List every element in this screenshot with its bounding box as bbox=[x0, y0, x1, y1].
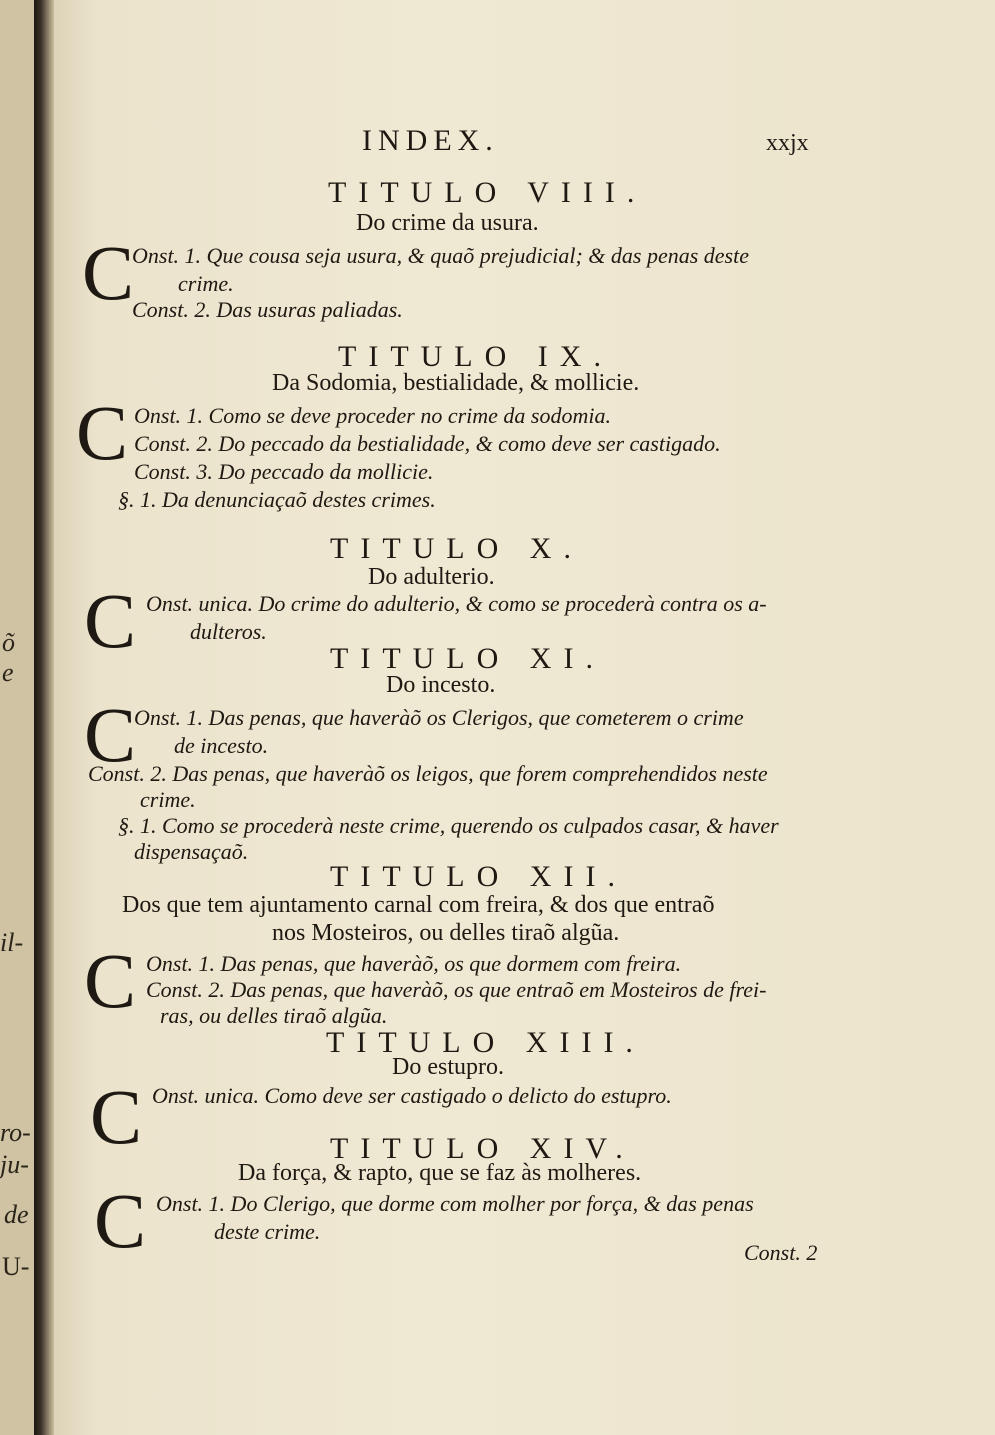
index-entry: §. 1. Como se procederà neste crime, querendo os culpados casar, & haver bbox=[118, 813, 779, 838]
section-heading: TITULO XIII. bbox=[326, 1026, 645, 1059]
decorative-initial: C bbox=[84, 577, 137, 664]
section-subtitle: Da Sodomia, bestialidade, & mollicie. bbox=[272, 370, 640, 396]
section-heading: TITULO XII. bbox=[330, 860, 627, 893]
decorative-initial: C bbox=[76, 389, 129, 476]
index-entry: Const. 2. Das penas, que haveràõ os leigos, que forem comprehendidos neste bbox=[88, 761, 768, 786]
section-heading: TITULO XI. bbox=[330, 642, 605, 675]
margin-fragment: ro- bbox=[0, 1118, 31, 1147]
index-entry: deste crime. bbox=[214, 1219, 321, 1244]
index-entry: de incesto. bbox=[174, 733, 269, 758]
index-entry: Const. 2. Das penas, que haveràõ, os que entraõ em Mosteiros de frei- bbox=[146, 977, 767, 1002]
index-entry: Const. 2. Das usuras paliadas. bbox=[132, 297, 403, 322]
section-heading: TITULO IX. bbox=[338, 340, 613, 373]
section-subtitle: Do incesto. bbox=[386, 672, 496, 698]
margin-fragment: e bbox=[2, 658, 14, 687]
book-gutter bbox=[34, 0, 54, 1435]
decorative-initial: C bbox=[84, 691, 137, 778]
index-entry: Const. 3. Do peccado da mollicie. bbox=[134, 459, 434, 484]
section-heading: TITULO XIV. bbox=[330, 1132, 635, 1165]
section-heading: TITULO X. bbox=[330, 532, 583, 565]
margin-fragment: U- bbox=[2, 1252, 30, 1281]
decorative-initial: C bbox=[94, 1177, 147, 1264]
index-entry: Onst. unica. Do crime do adulterio, & como se procederà contra os a- bbox=[146, 591, 767, 616]
margin-fragment: ju- bbox=[0, 1150, 29, 1179]
index-entry: Onst. 1. Como se deve proceder no crime da sodomia. bbox=[134, 403, 611, 428]
section-subtitle: Do estupro. bbox=[392, 1054, 504, 1080]
index-entry: dulteros. bbox=[190, 619, 267, 644]
decorative-initial: C bbox=[82, 229, 135, 316]
section-subtitle: Do adulterio. bbox=[368, 564, 495, 590]
index-entry: Onst. 1. Das penas, que haveràõ, os que dormem com freira. bbox=[146, 951, 682, 976]
index-entry: crime. bbox=[178, 271, 234, 296]
section-subtitle: Dos que tem ajuntamento carnal com freira, & dos que entraõ bbox=[122, 892, 715, 918]
running-title: INDEX. bbox=[362, 124, 499, 157]
index-entry: crime. bbox=[140, 787, 196, 812]
margin-fragment: il- bbox=[0, 928, 24, 957]
section-subtitle: nos Mosteiros, ou delles tiraõ algũa. bbox=[272, 920, 620, 946]
index-entry: Onst. unica. Como deve ser castigado o delicto do estupro. bbox=[152, 1083, 672, 1108]
section-heading: TITULO VIII. bbox=[328, 176, 647, 209]
margin-fragment: de bbox=[4, 1200, 29, 1229]
index-entry: §. 1. Da denunciaçaõ destes crimes. bbox=[118, 487, 436, 512]
index-entry: Onst. 1. Do Clerigo, que dorme com molher por força, & das penas bbox=[156, 1191, 754, 1216]
index-entry: dispensaçaõ. bbox=[134, 839, 249, 864]
index-entry: Const. 2. Do peccado da bestialidade, & como deve ser castigado. bbox=[134, 431, 721, 456]
decorative-initial: C bbox=[84, 937, 137, 1024]
section-subtitle: Do crime da usura. bbox=[356, 210, 539, 236]
index-entry: ras, ou delles tiraõ algũa. bbox=[160, 1003, 388, 1028]
index-entry: Onst. 1. Que cousa seja usura, & quaõ prejudicial; & das penas deste bbox=[132, 243, 749, 268]
section-subtitle: Da força, & rapto, que se faz às molheres. bbox=[238, 1160, 642, 1186]
catchword: Const. 2 bbox=[744, 1240, 818, 1265]
margin-fragment: õ bbox=[2, 628, 15, 657]
index-entry: Onst. 1. Das penas, que haveràõ os Clerigos, que cometerem o crime bbox=[134, 705, 744, 730]
page-number: xxjx bbox=[766, 130, 809, 156]
decorative-initial: C bbox=[90, 1073, 143, 1160]
